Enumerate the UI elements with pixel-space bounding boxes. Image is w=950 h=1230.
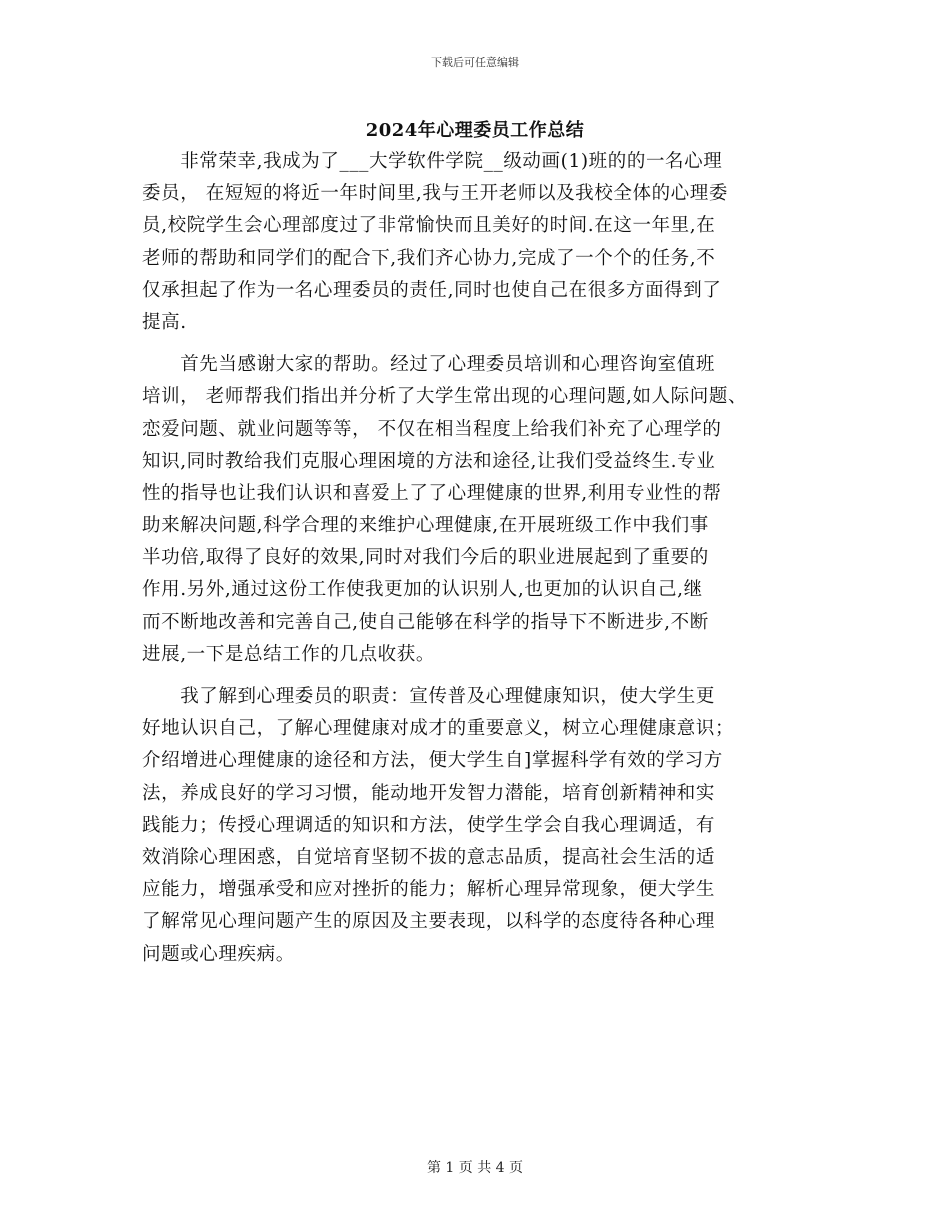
document-body — [142, 146, 814, 971]
text-line: 老师的帮助和同学们的配合下,我们齐心协力,完成了一个个的任务,不 — [142, 247, 716, 269]
text-line: 我了解到心理委员的职责：宣传普及心理健康知识，使大学生更 — [142, 686, 716, 707]
text-line: 员,校院学生会心理部度过了非常愉快而且美好的时间.在这一年里,在 — [142, 215, 716, 237]
text-line: 知识,同时教给我们克服心理困境的方法和途径,让我们受益终生.专业 — [142, 450, 716, 472]
text-line: 半功倍,取得了良好的效果,同时对我们今后的职业进展起到了重要的 — [142, 547, 709, 569]
text-line: 仅承担起了作为一名心理委员的责任,同时也使自己在很多方面得到了 — [142, 279, 722, 301]
document-title: 2024年心理委员工作总结 — [365, 120, 585, 141]
download-note: 下载后可任意编辑 — [431, 56, 519, 69]
text-line: 委员， 在短短的将近一年时间里,我与王开老师以及我校全体的心理委 — [142, 183, 728, 205]
paragraph-1 — [142, 146, 814, 339]
paragraph-2 — [142, 349, 814, 671]
text-line: 进展,一下是总结工作的几点收获。 — [142, 643, 435, 665]
text-line: 好地认识自己，了解心理健康对成才的重要意义，树立心理健康意识； — [142, 718, 735, 740]
text-line: 问题或心理疾病。 — [142, 943, 295, 965]
page-number: 第 1 页 共 4 页 — [426, 1160, 524, 1176]
text-line: 应能力，增强承受和应对挫折的能力；解析心理异常现象，便大学生 — [142, 879, 716, 901]
text-line: 效消除心理困惑，自觉培育坚韧不拔的意志品质，提高社会生活的适 — [142, 846, 716, 868]
text-line: 提高. — [142, 311, 187, 333]
text-line: 恋爱问题、就业问题等等， 不仅在相当程度上给我们补充了心理学的 — [142, 418, 722, 440]
text-line: 培训， 老师帮我们指出并分析了大学生常出现的心理问题,如人际问题、 — [142, 386, 748, 408]
text-line: 助来解决问题,科学合理的来维护心理健康,在开展班级工作中我们事 — [142, 515, 709, 537]
text-line: 介绍增进心理健康的途径和方法，便大学生自]掌握科学有效的学习方 — [142, 750, 723, 772]
text-line: 作用.另外,通过这份工作使我更加的认识别人,也更加的认识自己,继 — [142, 579, 703, 601]
text-line: 而不断地改善和完善自己,使自己能够在科学的指导下不断进步,不断 — [142, 611, 709, 633]
text-line: 践能力；传授心理调适的知识和方法，使学生学会自我心理调适，有 — [142, 814, 716, 836]
text-line: 法，养成良好的学习习惯，能动地开发智力潜能，培育创新精神和实 — [142, 782, 716, 804]
text-line: 了解常见心理问题产生的原因及主要表现，以科学的态度待各种心理 — [142, 911, 716, 933]
paragraph-3 — [142, 681, 814, 971]
text-line: 非常荣幸,我成为了___大学软件学院__级动画(1)班的的一名心理 — [142, 151, 723, 172]
text-line: 性的指导也让我们认识和喜爱上了了心理健康的世界,利用专业性的帮 — [142, 482, 722, 504]
text-line: 首先当感谢大家的帮助。经过了心理委员培训和心理咨询室值班 — [142, 354, 716, 376]
